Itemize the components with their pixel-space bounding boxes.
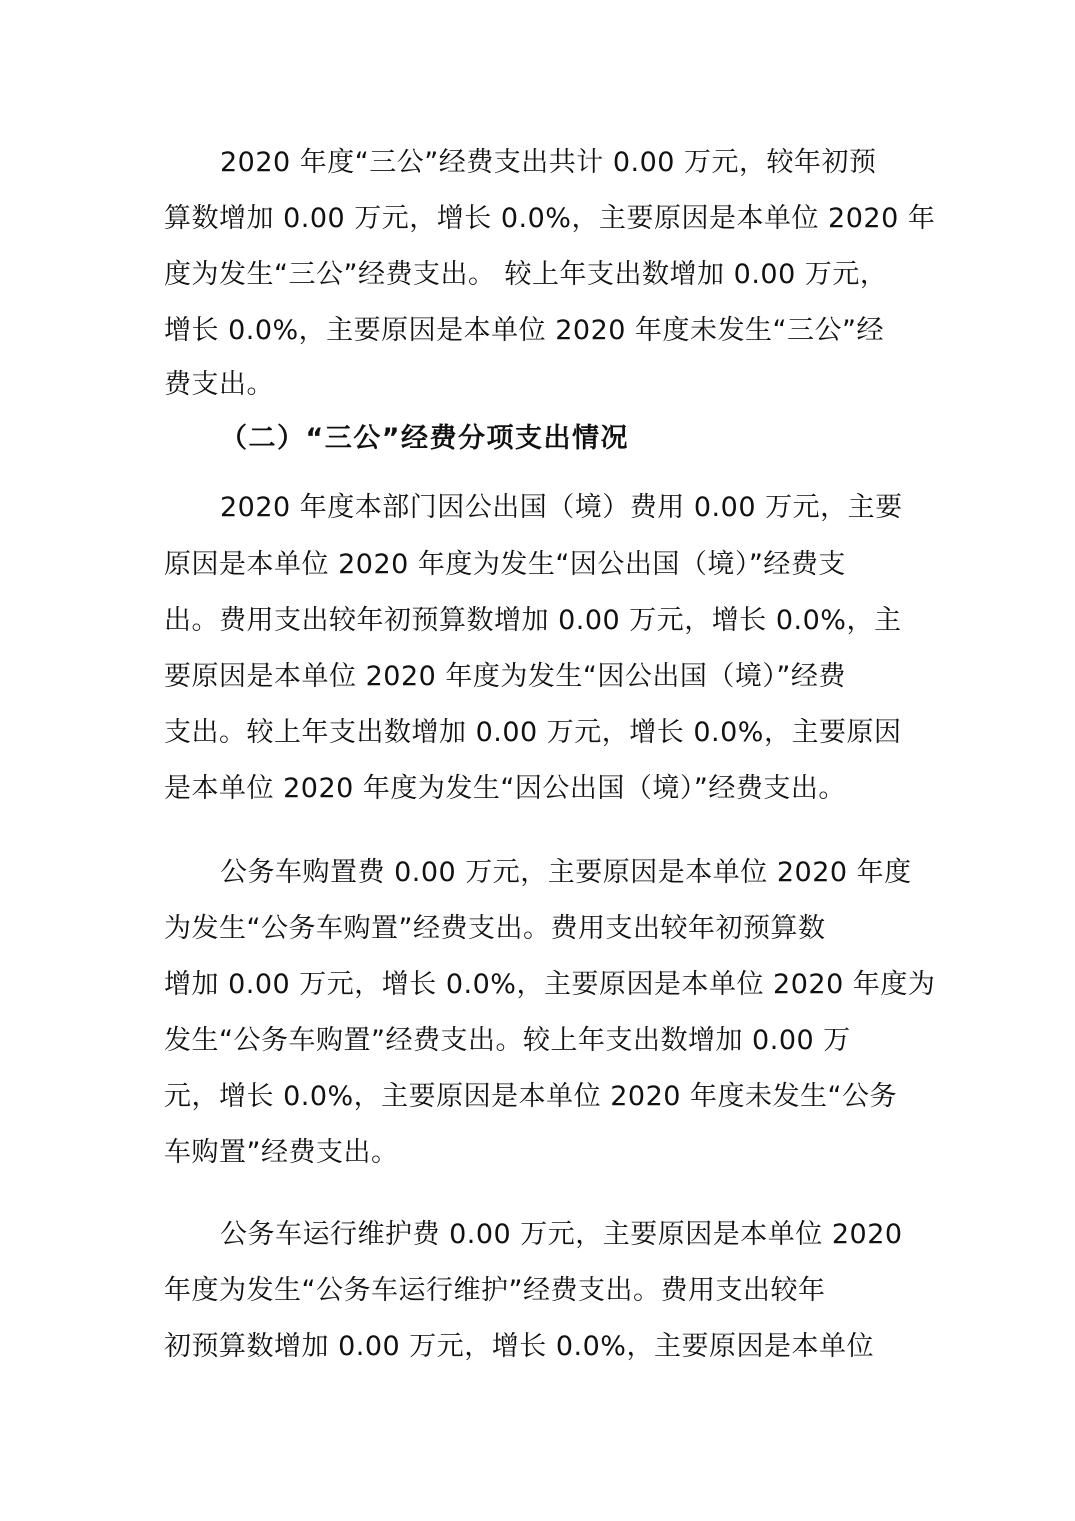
- paragraph-2-line-6: 是本单位 2020 年度为发生“因公出国（境）”经费支出。: [164, 773, 846, 804]
- paragraph-4-line-1: 公务车运行维护费 0.00 万元，主要原因是本单位 2020: [220, 1219, 903, 1250]
- paragraph-2-line-3: 出。费用支出较年初预算数增加 0.00 万元，增长 0.0%，主: [164, 605, 902, 636]
- paragraph-1-line-5: 费支出。: [164, 369, 274, 400]
- paragraph-3-line-5: 元，增长 0.0%，主要原因是本单位 2020 年度未发生“公务: [164, 1081, 898, 1112]
- paragraph-2-line-2: 原因是本单位 2020 年度为发生“因公出国（境）”经费支: [164, 549, 846, 580]
- section-heading: （二）“三公”经费分项支出情况: [220, 423, 629, 454]
- paragraph-3-line-4: 发生“公务车购置”经费支出。较上年支出数增加 0.00 万: [164, 1025, 851, 1056]
- paragraph-1-line-1: 2020 年度“三公”经费支出共计 0.00 万元，较年初预: [220, 147, 877, 178]
- paragraph-2-line-5: 支出。较上年支出数增加 0.00 万元，增长 0.0%，主要原因: [164, 717, 902, 748]
- paragraph-3-line-6: 车购置”经费支出。: [164, 1137, 399, 1168]
- paragraph-4-line-2: 年度为发生“公务车运行维护”经费支出。费用支出较年: [164, 1275, 826, 1306]
- paragraph-3-line-2: 为发生“公务车购置”经费支出。费用支出较年初预算数: [164, 913, 826, 944]
- paragraph-2-line-1: 2020 年度本部门因公出国（境）费用 0.00 万元，主要: [220, 492, 903, 523]
- paragraph-1-line-2: 算数增加 0.00 万元，增长 0.0%，主要原因是本单位 2020 年: [164, 203, 936, 234]
- paragraph-1-line-3: 度为发生“三公”经费支出。 较上年支出数增加 0.00 万元，: [164, 259, 888, 290]
- paragraph-3-line-3: 增加 0.00 万元，增长 0.0%，主要原因是本单位 2020 年度为: [164, 969, 936, 1000]
- paragraph-4-line-3: 初预算数增加 0.00 万元，增长 0.0%，主要原因是本单位: [164, 1331, 874, 1362]
- paragraph-3-line-1: 公务车购置费 0.00 万元，主要原因是本单位 2020 年度: [220, 857, 912, 888]
- paragraph-1-line-4: 增长 0.0%，主要原因是本单位 2020 年度未发生“三公”经: [164, 315, 885, 346]
- paragraph-2-line-4: 要原因是本单位 2020 年度为发生“因公出国（境）”经费: [164, 661, 846, 692]
